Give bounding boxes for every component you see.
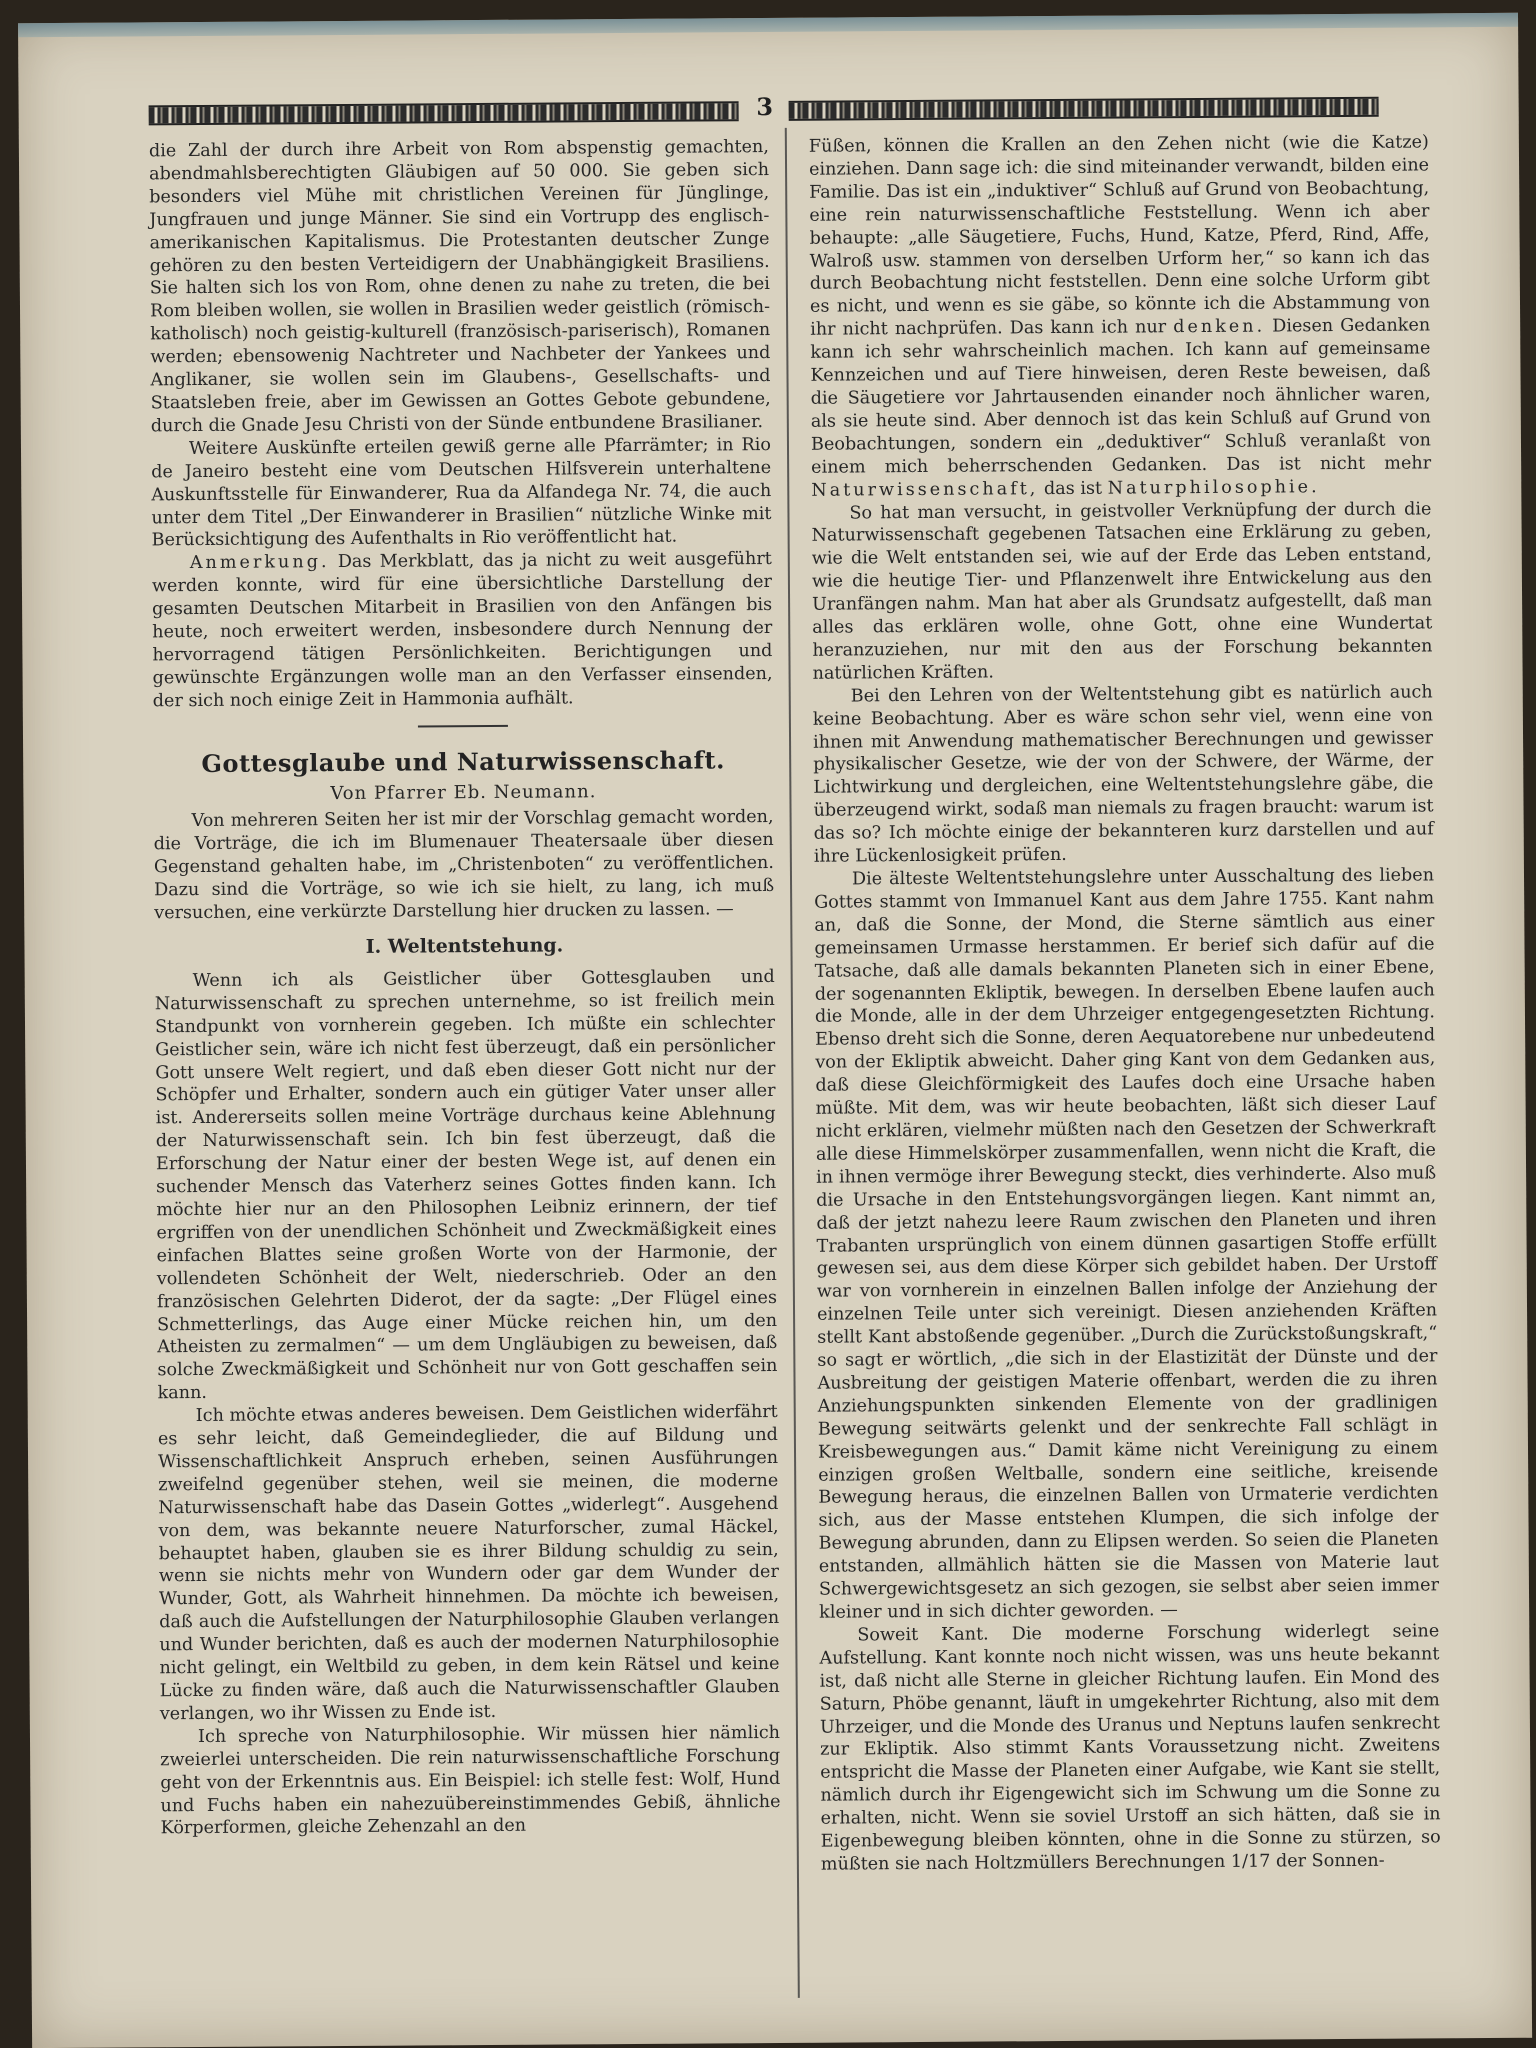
article-byline: Von Pfarrer Eb. Neumann. bbox=[330, 780, 597, 804]
paragraph: Soweit Kant. Die moderne Forschung widerlegt seine Aufstellung. Kant konnte noch nicht wissen, was uns heute bekannt ist, daß nicht alle Sterne in gleicher Richtung laufen. Ein Mond des Saturn, Phöbe genannt, läuft in umgekehrter Richtung, also mit dem Uhrzeiger, und die Monde des Uranus und Neptuns laufen senkrecht zur Ekliptik. Also stimmt Kants Voraussetzung nicht. Zweitens entspricht die Masse der Planeten einer Aufgabe, wie Kant sie stellt, nämlich durch ihr Eigengewicht sich im Schwung um die Sonne zu erhalten, nicht. Wenn sie soviel Urstoff an sich hätten, daß sie in Eigenbewegung bleiben könnten, ohne in die Sonne zu stürzen, so müßten sie nach Holtzmüllers Berechnungen 1/17 der Sonnen- bbox=[819, 1621, 1441, 1875]
paragraph: die Zahl der durch ihre Arbeit von Rom abspenstig gemachten, abendmahlsberechtigten Gläubigen auf 50 000. Sie geben sich besonders viel Mühe mit christlichen Vereinen für Jünglinge, Jungfrauen und junge Männer. Sie sind ein Vortrupp des englisch-amerikanischen Kapitalismus. Die Protestanten deutscher Zunge gehören zu den besten Verteidigern der Unabhängigkeit Brasiliens. Sie halten sich los von Rom, ohne denen zu nahe zu treten, die bei Rom bleiben wollen, sie wollen in Brasilien weder geistlich (römisch-katholisch) noch geistig-kulturell (französisch-pariserisch), Romanen werden; ebensowenig Nachtreter und Nachbeter der Yankees und Anglikaner, sie wollen sein im Glaubens-, Gesellschafts- und Staatsleben freie, aber im Gewissen an Gottes Gebote gebundene, durch die Gnade Jesu Christi von der Sünde entbundene Brasilianer. bbox=[148, 136, 771, 437]
right-column bbox=[809, 131, 1441, 1876]
spaced-word: Naturphilosophie. bbox=[1107, 476, 1320, 499]
section-heading: I. Weltentstehung. bbox=[365, 934, 564, 958]
newspaper-page bbox=[18, 13, 1532, 2048]
paragraph: Ich spreche von Naturphilosophie. Wir müssen hier nämlich zweierlei unterscheiden. Die rein naturwissenschaftliche Forschung geht von der Erkenntnis aus. Ein Beispiel: ich stelle fest: Wolf, Hund und Fuchs haben ein nahezuübereinstimmendes Gebiß, ähnliche Körperformen, gleiche Zehenzahl an den bbox=[160, 1722, 781, 1839]
paragraph: Die älteste Weltentstehungslehre unter Ausschaltung des lieben Gottes stammt von Immanuel Kant aus dem Jahre 1755. Kant nahm an, daß die Sonne, der Mond, die Sterne sämtlich aus einer gemeinsamen Urmasse herstammen. Er berief sich dafür auf die Tatsache, daß alle damals bekannten Planeten sich in einer Ebene, der sogenannten Ekliptik, bewegen. In derselben Ebene laufen auch die Monde, alle in der dem Uhrzeiger entgegengesetzten Richtung. Ebenso dreht sich die Sonne, deren Aequatorebene nur unbedeutend von der Ekliptik abweicht. Daher ging Kant von dem Gedanken aus, daß diese Gleichförmigkeit des Laufes doch eine Ursache haben müßte. Mit dem, was wir heute beobachten, läßt sich dieser Lauf nicht erklären, vielmehr müßten nach den Gesetzen der Schwerkraft alle diese Himmelskörper zusammenfallen, wenn nicht die Kraft, die in ihnen vermöge ihrer Bewegung steckt, dies verhinderte. Also muß die Ursache in den Entstehungsvorgängen liegen. Kant nimmt an, daß der jetzt nahezu leere Raum zwischen den Planeten und ihren Trabanten ursprünglich von einem dünnen gasartigen Stoffe erfüllt gewesen sei, aus dem diese Körper sich gebildet haben. Der Urstoff war von vornherein in einzelnen Ballen infolge der Anziehung der einzelnen Teile unter sich vereinigt. Diesen anziehenden Kräften stellt Kant abstoßende gegenüber. „Durch die Zurückstoßungskraft,“ so sagt er wörtlich, „die sich in der Elastizität der Dünste und der Ausbreitung der geistigen Materie offenbart, werden die zu ihren Anziehungspunkten sinkenden Elemente von der gradlinigen Bewegung seitwärts gelenkt und der senkrechte Fall schlägt in Kreisbewegungen aus.“ Damit käme nicht Vereinigung zu einem einzigen großen Weltballe, sondern eine seitliche, kreisende Bewegung heraus, die einzelnen Ballen von Urmaterie verdichten sich, aus der Masse entstehen Klumpen, die sich infolge der Bewegung abrunden, dann zu Elipsen werden. So seien die Planeten entstanden, allmählich hätten sie die Massen von Materie laut Schwergewichtsgesetz an sich gezogen, sie selbst aber seien immer kleiner und in sich dichter geworden. — bbox=[814, 865, 1440, 1623]
paragraph: Bei den Lehren von der Weltentstehung gibt es natürlich auch keine Beobachtung. Aber es wäre schon sehr viel, wenn eine von ihnen mit Anwendung mathematischer Berechnungen und gewisser physikalischer Gesetze, wie der von der Schwere, der Wärme, der Lichtwirkung und dergleichen, eine Weltentstehungslehre gäbe, die überzeugend wirkt, sodaß man niemals zu fragen braucht: warum ist das so? Ich möchte einige der bekannteren kurz darstellen und auf ihre Lückenlosigkeit prüfen. bbox=[812, 682, 1434, 867]
paragraph-text: Füßen, können die Krallen an den Zehen nicht (wie die Katze) einziehen. Dann sage ich: die sind miteinander verwandt, bilden eine Familie. Das ist ein „induktiver“ Schluß auf Grund von Beobachtung, eine rein naturwissenschaftliche Feststellung. Wenn ich aber behaupte: „alle Säugetiere, Fuchs, Hund, Katze, Pferd, Rind, Affe, Walroß usw. stammen von derselben Urform her,“ so kann ich das durch Beobachtung nicht feststellen. Denn eine solche Urform gibt es nicht, und wenn es sie gäbe, so könnte ich die Abstammung von ihr nicht nachprüfen. Das kann ich nur bbox=[808, 132, 1431, 340]
page-top-edge bbox=[18, 13, 1518, 37]
paragraph: Wenn ich als Geistlicher über Gottesglauben und Naturwissenschaft zu sprechen unternehme, so ist freilich mein Standpunkt von vornherein gegeben. Ich müßte ein schlechter Geistlicher sein, wäre ich nicht fest überzeugt, daß ein persönlicher Gott unsere Welt regiert, und daß eben dieser Gott nicht nur der Schöpfer und Erhalter, sondern auch ein gütiger Vater unser aller ist. Andererseits sollen meine Vorträge durchaus keine Ablehnung der Naturwissenschaft sein. Ich bin fest überzeugt, daß die Erforschung der Natur einer der besten Wege ist, auf denen ein suchender Mensch das Vaterherz seines Gottes finden kann. Ich möchte hier nur an den Philosophen Leibniz erinnern, der tief ergriffen von der unendlichen Schönheit und Zweckmäßigkeit eines einfachen Blattes seine großen Worte von der Harmonie, der vollendeten Schönheit der Welt, niederschrieb. Oder an den französischen Gelehrten Diderot, der da sagte: „Der Flügel eines Schmetterlings, das Auge einer Mücke reichen hin, um den Atheisten zu zermalmen“ — um dem Ungläubigen zu beweisen, daß solche Zweckmäßigkeit und Schönheit nur von Gott geschaffen sein kann. bbox=[154, 966, 778, 1404]
left-column bbox=[149, 136, 781, 1841]
page-number: 3 bbox=[756, 91, 774, 122]
paragraph-text: das ist bbox=[1038, 478, 1103, 499]
paragraph: So hat man versucht, in geistvoller Verknüpfung der durch die Naturwissenschaft gegebenen Tatsachen eine Erklärung zu geben, wie die Welt entstanden sei, wie auf der Erde das Leben entstand, wie die heutige Tier- und Pflanzenwelt ihre Entwickelung aus den Uranfängen nahm. Man hat aber als Grundsatz aufgestellt, daß man alles das erklären wolle, ohne Gott, ohne eine Wundertat heranzuziehen, nur mit den aus der Forschung bekannten natürlichen Kräften. bbox=[811, 498, 1433, 684]
header-ornament-right bbox=[789, 97, 1379, 121]
article-title: Gottesglaube und Naturwissenschaft. bbox=[201, 744, 725, 778]
spaced-word: Naturwissenschaft, bbox=[811, 478, 1039, 501]
note-lead: Anmerkung. bbox=[189, 552, 330, 574]
paragraph-text: Diesen Gedanken kann ich sehr wahrscheinlich machen. Ich kann auf gemeinsame Kennzeichen und auf Tiere hinweisen, deren Reste beweisen, daß die Säugetiere vor Jahrtausenden einander noch ähnlicher waren, als sie heute sind. Aber dennoch ist das kein Schluß auf Grund von Beobachtungen, sondern ein „deduktiver“ Schluß veranlaßt von einem mich beherrschenden Gedanken. Das ist nicht mehr bbox=[810, 315, 1432, 478]
note-text: Das Merkblatt, das ja nicht zu weit ausgeführt werden konnte, wird für eine übersichtliche Darstellung der gesamten Deutschen Mitarbeit in Brasilien von den Anfängen bis heute, noch erweitert werden, insbesondere durch Nennung der hervorragend tätigen Persönlichkeiten. Berichtigungen und gewünschte Ergänzungen wolle man an den Verfasser einsenden, der sich noch einige Zeit in Hammonia aufhält. bbox=[151, 549, 773, 712]
paragraph: Ich möchte etwas anderes beweisen. Dem Geistlichen widerfährt es sehr leicht, daß Gemeindeglieder, die auf Bildung und Wissenschaftlichkeit Anspruch erheben, seinen Ausführungen zweifelnd gegenüber stehen, weil sie meinen, die moderne Naturwissenschaft habe das Dasein Gottes „widerlegt“. Ausgehend von dem, was bekannte neuere Naturforscher, zumal Häckel, behauptet haben, glauben sie es ihrer Bildung schuldig zu sein, wenn sie nichts mehr von Wundern oder gar dem Wunder der Wunder, Gott, als Wahrheit hinnehmen. Da möchte ich beweisen, daß auch die Aufstellungen der Naturphilosophie Glauben verlangen und Wunder berichten, daß es auch der modernen Naturphilosophie nicht gelingt, ein Weltbild zu geben, in dem kein Rätsel und keine Lücke zu finden wäre, daß auch die Naturwissenschaftler Glauben verlangen, wo ihr Wissen zu Ende ist. bbox=[157, 1402, 780, 1725]
column-divider bbox=[785, 128, 800, 1998]
paragraph bbox=[809, 131, 1432, 502]
paragraph bbox=[152, 548, 773, 713]
spaced-word: denken. bbox=[1173, 316, 1266, 338]
header-ornament-left bbox=[149, 101, 739, 125]
separator-rule bbox=[418, 724, 508, 727]
paragraph: Von mehreren Seiten her ist mir der Vorschlag gemacht worden, die Vorträge, die ich im Blumenauer Theatersaale über diesen Gegenstand gehalten habe, im „Christenboten“ zu veröffentlichen. Dazu sind die Vorträge, so wie ich sie hielt, zu lang, ich muß versuchen, eine verkürzte Darstellung hier drucken zu lassen. — bbox=[153, 807, 775, 924]
paragraph: Weitere Auskünfte erteilen gewiß gerne alle Pfarrämter; in Rio de Janeiro besteht eine vom Deutschen Hilfsverein unterhaltene Auskunftsstelle für Einwanderer, Rua da Alfandega Nr. 74, die auch unter dem Titel „Der Einwanderer in Brasilien“ nützliche Winke mit Berücksichtigung des Aufenthalts in Rio veröffentlicht hat. bbox=[151, 434, 772, 551]
page-header bbox=[149, 90, 1399, 129]
